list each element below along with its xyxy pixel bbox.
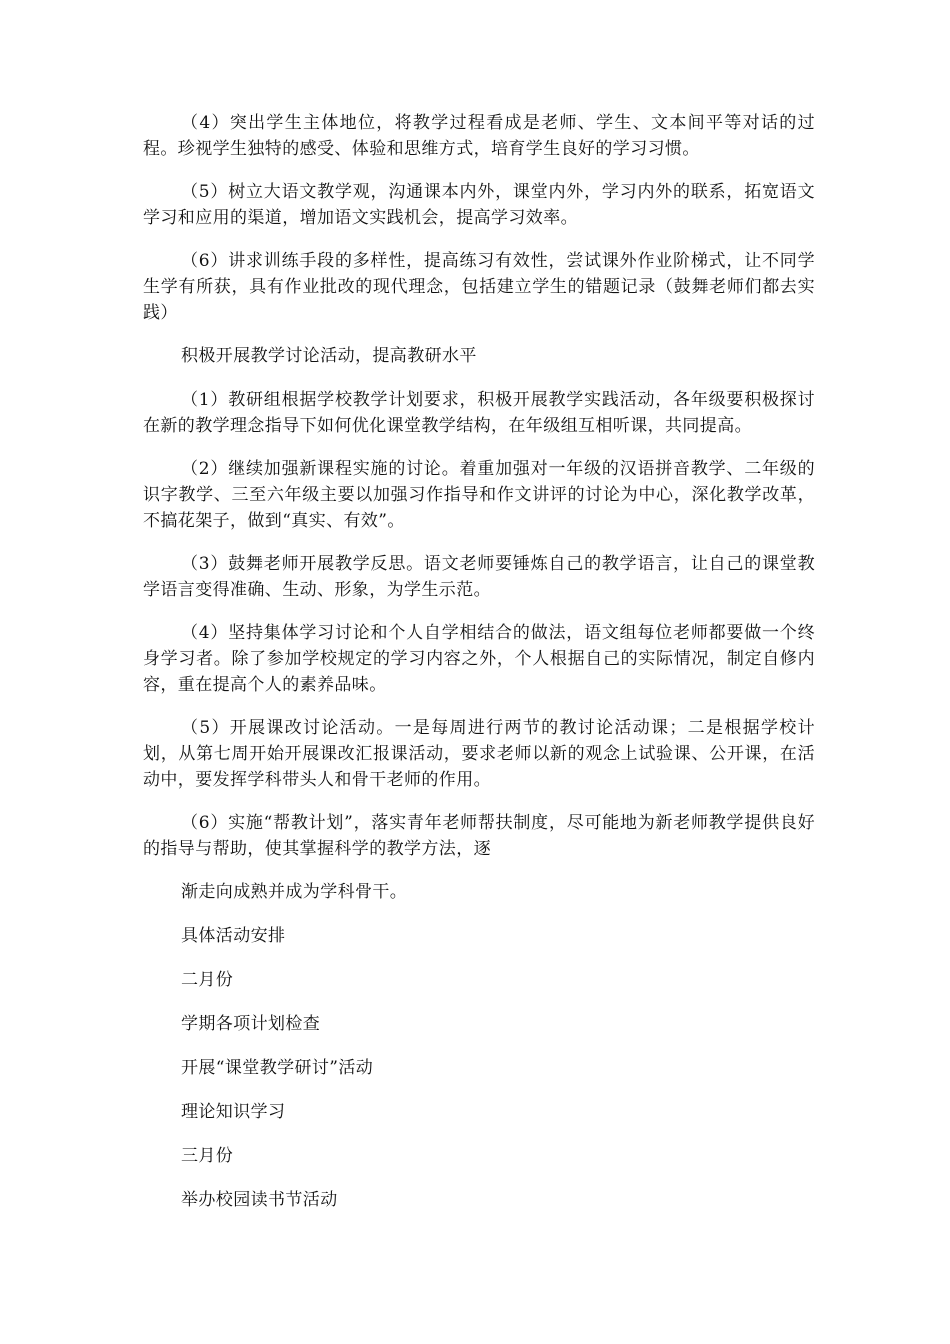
- paragraph-training-methods: （6）讲求训练手段的多样性，提高练习有效性，尝试课外作业阶梯式，让不同学生学有所获，具有作业批改的现代理念，包括建立学生的错题记录（鼓舞老师们都去实践）: [143, 251, 815, 323]
- schedule-month-february: 二月份: [181, 970, 234, 990]
- section-heading-schedule: 具体活动安排: [181, 926, 286, 946]
- paragraph-collective-study: （4）坚持集体学习讨论和个人自学相结合的做法，语文组每位老师都要做一个终身学习者。除了参加学校规定的学习内容之外，个人根据自己的实际情况，制定自修内容，重在提高个人的素养品味。: [143, 623, 815, 695]
- document-body: [143, 110, 815, 1231]
- paragraph-mentoring-plan: （6）实施“帮教计划”，落实青年老师帮扶制度，尽可能地为新老师教学提供良好的指导与帮助，使其掌握科学的教学方法，逐: [143, 813, 815, 859]
- schedule-item: 举办校园读书节活动: [181, 1190, 338, 1210]
- schedule-item: 学期各项计划检查: [181, 1014, 321, 1034]
- section-heading-research: 积极开展教学讨论活动，提高教研水平: [181, 346, 477, 366]
- paragraph-research-group: （1）教研组根据学校教学计划要求，积极开展教学实践活动，各年级要积极探讨在新的教学理念指导下如何优化课堂教学结构，在年级组互相听课，共同提高。: [143, 390, 815, 436]
- paragraph-student-subject: （4）突出学生主体地位，将教学过程看成是老师、学生、文本间平等对话的过程。珍视学生独特的感受、体验和思维方式，培育学生良好的学习习惯。: [143, 113, 815, 159]
- schedule-item: 开展“课堂教学研讨”活动: [181, 1058, 374, 1078]
- paragraph-new-curriculum: （2）继续加强新课程实施的讨论。着重加强对一年级的汉语拼音教学、二年级的识字教学、三至六年级主要以加强习作指导和作文讲评的讨论为中心，深化教学改革，不搞花架子，做到“真实、有效”。: [143, 459, 815, 531]
- paragraph-big-chinese-view: （5）树立大语文教学观，沟通课本内外，课堂内外，学习内外的联系，拓宽语文学习和应用的渠道，增加语文实践机会，提高学习效率。: [143, 182, 815, 228]
- schedule-item: 理论知识学习: [181, 1102, 286, 1122]
- paragraph-mentoring-continued: 渐走向成熟并成为学科骨干。: [181, 882, 408, 902]
- paragraph-curriculum-reform: （5）开展课改讨论活动。一是每周进行两节的教讨论活动课；二是根据学校计划，从第七周开始开展课改汇报课活动，要求老师以新的观念上试验课、公开课，在活动中，要发挥学科带头人和骨干老师的作用。: [143, 718, 815, 790]
- paragraph-teaching-reflection: （3）鼓舞老师开展教学反思。语文老师要锤炼自己的教学语言，让自己的课堂教学语言变得准确、生动、形象，为学生示范。: [143, 554, 815, 600]
- schedule-month-march: 三月份: [181, 1146, 234, 1166]
